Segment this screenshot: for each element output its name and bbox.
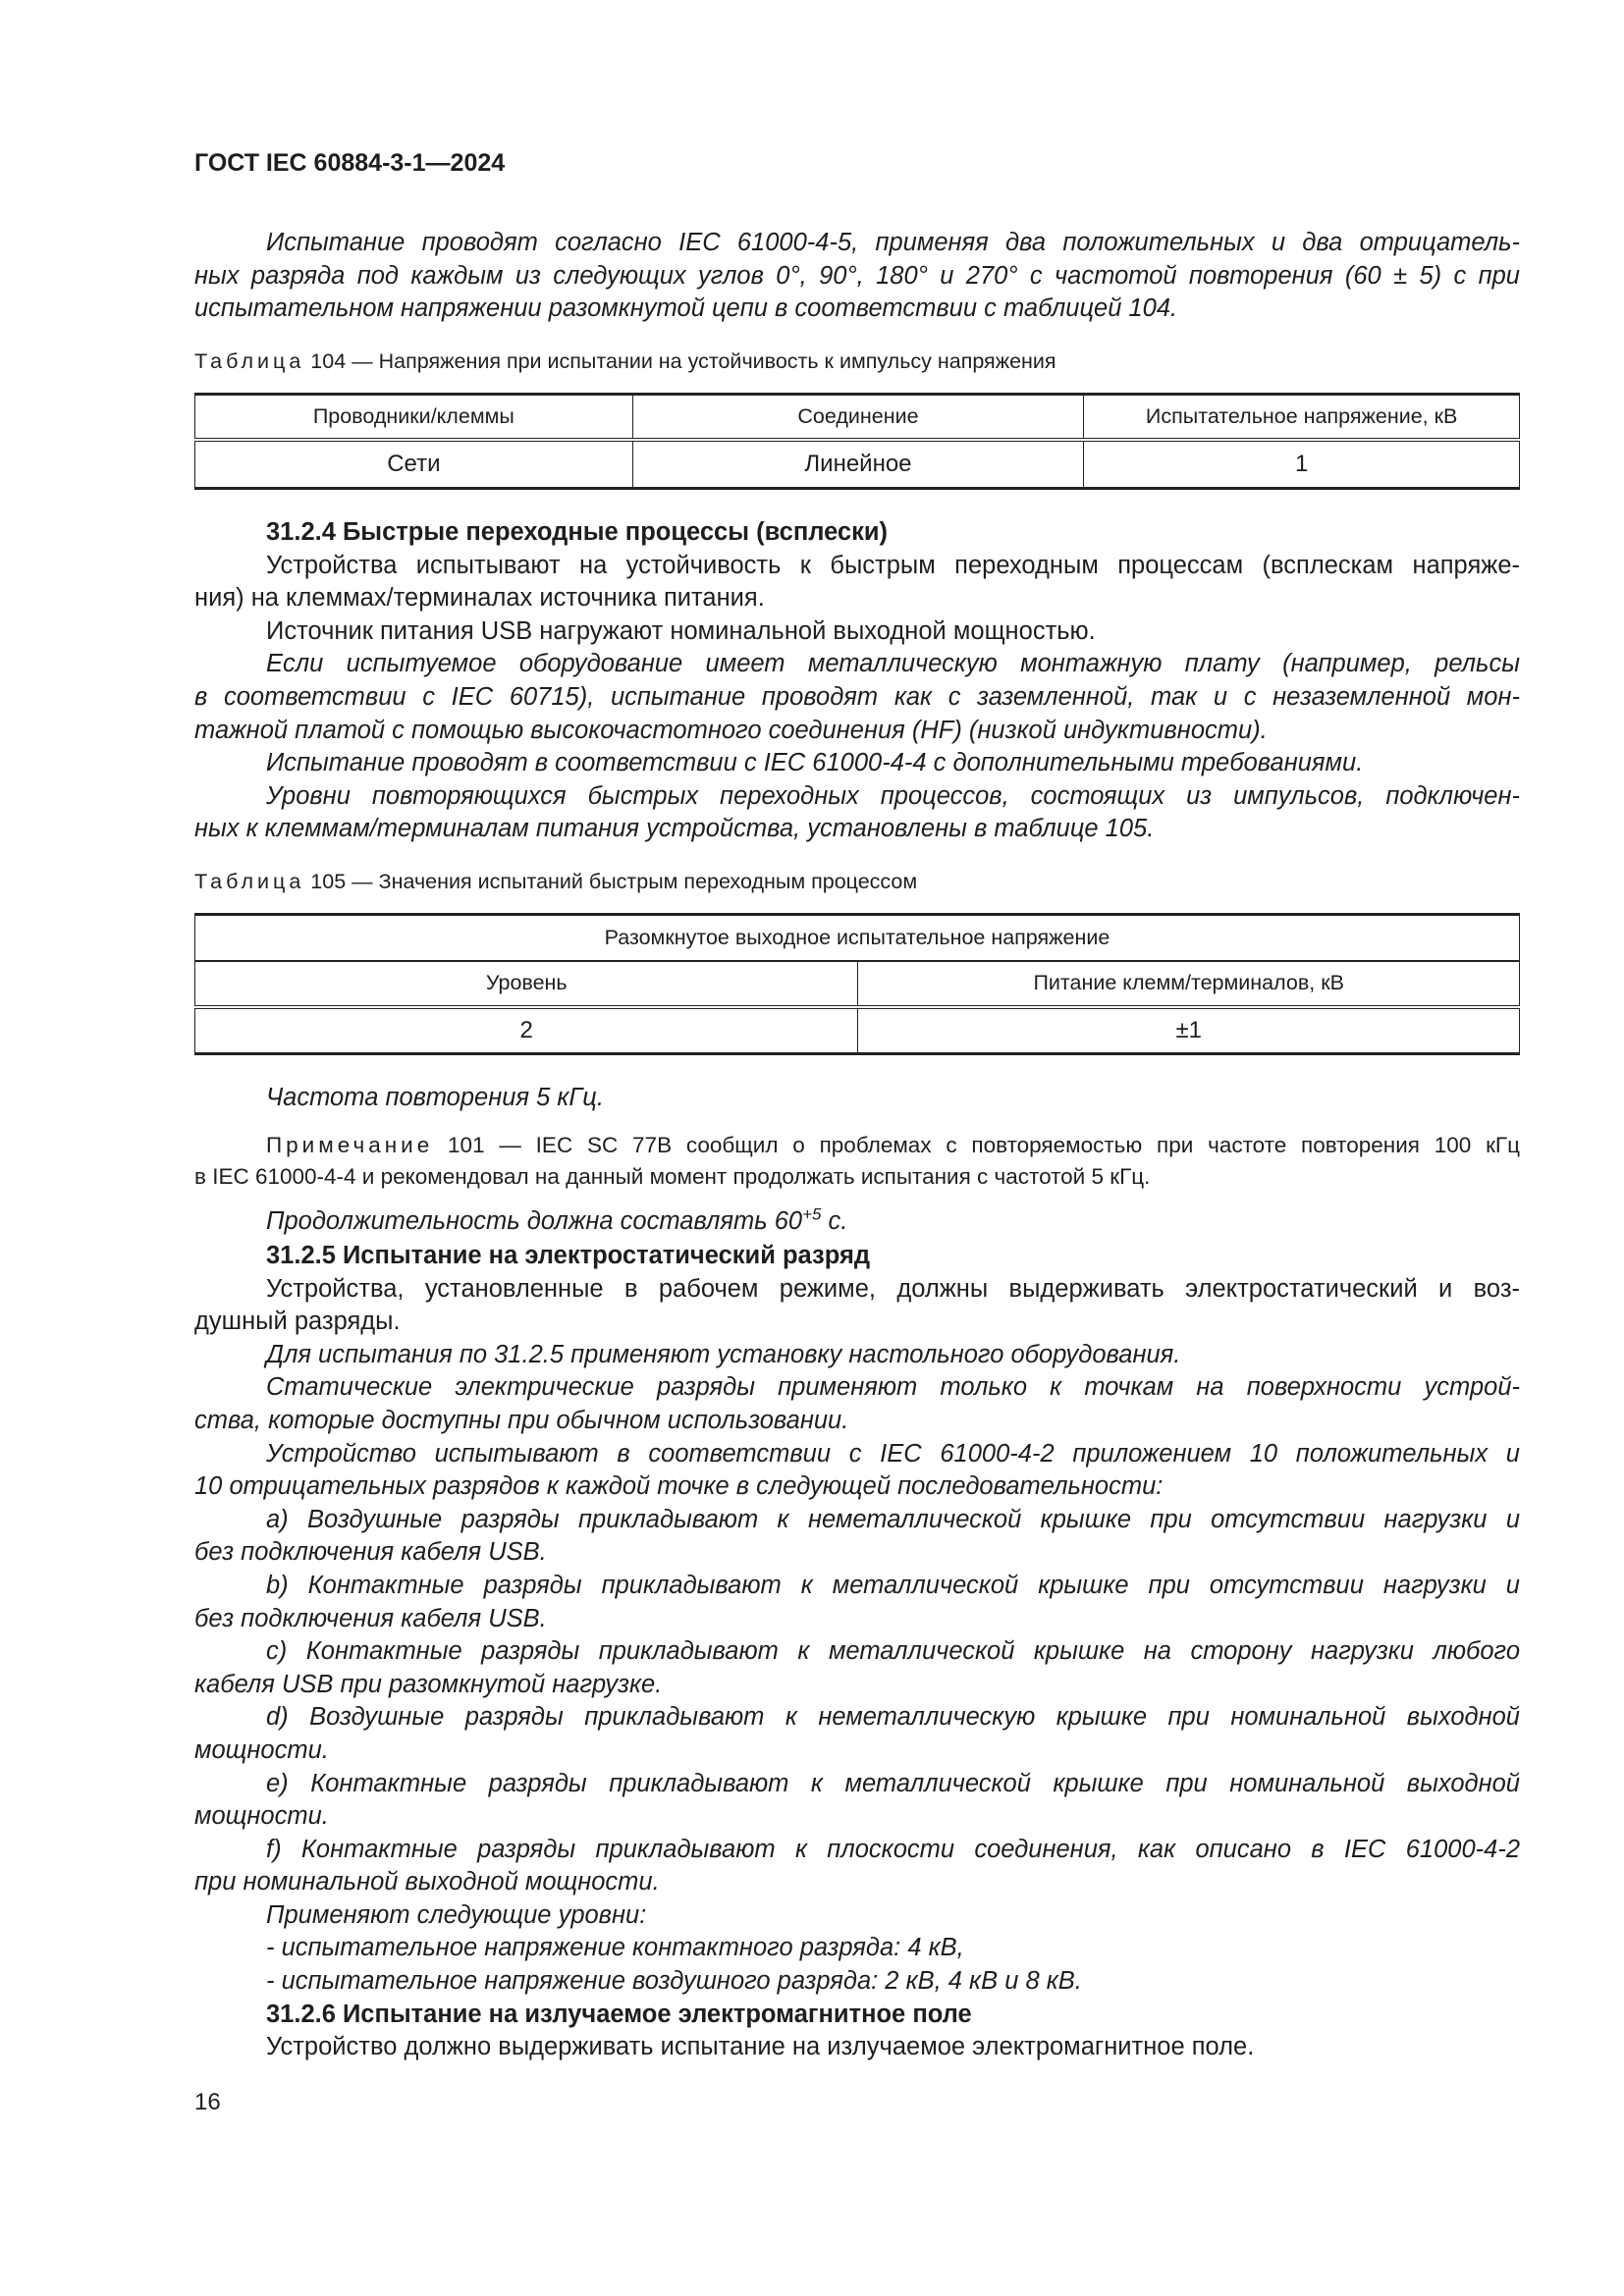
section-heading: 31.2.5 Испытание на электростатический разряд: [266, 1242, 871, 1269]
table-cell: 2: [195, 1007, 858, 1054]
paragraph: [194, 615, 1520, 649]
text-line: Если испытуемое оборудование имеет металлическую монтажную плату (например, рельсы: [266, 650, 1520, 678]
text-line: душный разряды.: [194, 1308, 401, 1336]
text-line: мощности.: [194, 1735, 329, 1764]
caption-prefix: Таблица: [194, 349, 305, 373]
caption-prefix: Таблица: [194, 870, 305, 893]
text-line: Устройства, установленные в рабочем режиме, должны выдерживать электростатический и воз-: [266, 1274, 1520, 1303]
text-line: ния) на клеммах/терминалах источника питания.: [194, 584, 765, 613]
list-item: [194, 1504, 1520, 1570]
paragraph: [194, 550, 1520, 615]
list-item: [194, 1768, 1520, 1834]
caption-text: 104 — Напряжения при испытании на устойчивость к импульсу напряжения: [310, 349, 1056, 373]
paragraph: [194, 780, 1520, 846]
paragraph: [194, 1438, 1520, 1504]
paragraph: [194, 227, 1520, 326]
paragraph: [194, 2031, 1520, 2064]
list-item: [194, 1701, 1520, 1767]
text-line: c) Контактные разряды прикладывают к металлической крышке на сторону нагрузки любого: [266, 1637, 1520, 1666]
table-header-row: [195, 961, 1520, 1007]
paragraph: [194, 648, 1520, 747]
text-line: в соответствии с IEC 60715), испытание проводят как с заземленной, так и с незаземленной мон-: [194, 682, 1520, 711]
list-item: [194, 1834, 1520, 1899]
note-101: [194, 1130, 1520, 1193]
text-line: Для испытания по 31.2.5 применяют установку настольного оборудования.: [266, 1340, 1181, 1368]
table-header-row: [195, 395, 1520, 440]
text-line: e) Контактные разряды прикладывают к металлической крышке при номинальной выходной: [266, 1769, 1520, 1797]
text-line: Устройство испытывают в соответствии с IEC 61000-4-2 приложением 10 положительных и: [266, 1439, 1520, 1468]
header-cell: Разомкнутое выходное испытательное напряжение: [195, 915, 1520, 961]
table-104-caption: [194, 349, 1520, 374]
note-text: 101 — IEC SC 77B сообщил о проблемах с повторяемостью при частоте повторения 100 кГц: [448, 1133, 1520, 1157]
paragraph: [194, 1371, 1520, 1437]
text-line: - испытательное напряжение контактного разряда: 4 кВ,: [266, 1934, 964, 1962]
header-cell: Питание клемм/терминалов, кВ: [858, 961, 1520, 1007]
text-line: без подключения кабеля USB.: [194, 1604, 547, 1632]
text-line: 10 отрицательных разрядов к каждой точке в следующей последовательности:: [194, 1472, 1164, 1501]
table-cell: ±1: [858, 1007, 1520, 1054]
header-cell: Соединение: [632, 395, 1084, 440]
paragraph: [194, 747, 1520, 780]
paragraph: [194, 1273, 1520, 1339]
list-item: [194, 1635, 1520, 1701]
section-31-2-4: [194, 516, 1520, 846]
duration-tolerance: +5: [802, 1204, 822, 1224]
table-cell: Сети: [195, 440, 633, 489]
table-105: [194, 913, 1520, 1055]
text-line: f) Контактные разряды прикладывают к плоскости соединения, как описано в IEC 61000-4-2: [266, 1835, 1520, 1863]
text-line: Испытание проводят согласно IEC 61000-4-5, применяя два положительных и два отрицатель-: [266, 229, 1520, 256]
table-header-row: [195, 915, 1520, 961]
text-line: Устройство должно выдерживать испытание на излучаемое электромагнитное поле.: [266, 2033, 1255, 2061]
text-line: Испытание проводят в соответствии с IEC 61000-4-4 с дополнительными требованиями.: [266, 749, 1364, 777]
text-line: Устройства испытывают на устойчивость к быстрым переходным процессам (всплескам напряже-: [266, 551, 1520, 579]
text-line: a) Воздушные разряды прикладывают к неметаллической крышке при отсутствии нагрузки и: [266, 1505, 1520, 1533]
paragraph: [194, 1339, 1520, 1372]
table-cell: 1: [1084, 440, 1520, 489]
text-line: b) Контактные разряды прикладывают к металлической крышке при отсутствии нагрузки и: [266, 1571, 1520, 1599]
text-line: ных к клеммам/терминалам питания устройства, установлены в таблице 105.: [194, 815, 1155, 843]
duration-text: Продолжительность должна составлять 60: [266, 1207, 803, 1235]
list-item: [194, 1965, 1520, 1999]
text-line: кабеля USB при разомкнутой нагрузке.: [194, 1670, 663, 1698]
text-line: Частота повторения 5 кГц.: [266, 1084, 604, 1111]
section-heading: 31.2.4 Быстрые переходные процессы (всплески): [266, 518, 889, 546]
text-line: [194, 1205, 1520, 1239]
text-line: испытательном напряжении разомкнутой цепи в соответствии с таблицей 104.: [194, 294, 1178, 323]
text-line: тажной платой с помощью высокочастотного соединения (HF) (низкой индуктивности).: [194, 716, 1268, 744]
table-105-caption: [194, 870, 1520, 894]
table-cell: Линейное: [632, 440, 1084, 489]
page-number: 16: [194, 2089, 221, 2115]
header-cell: Проводники/клеммы: [195, 395, 633, 440]
note-prefix: Примечание: [266, 1133, 434, 1157]
text-line: Уровни повторяющихся быстрых переходных процессов, состоящих из импульсов, подключен-: [266, 781, 1520, 810]
text-line: Применяют следующие уровни:: [266, 1900, 647, 1929]
document-code-header: ГОСТ IEC 60884-3-1—2024: [194, 149, 506, 177]
caption-text: 105 — Значения испытаний быстрым переходным процессом: [310, 870, 918, 893]
list-item: [194, 1570, 1520, 1635]
text-line: ных разряда под каждым из следующих углов 0°, 90°, 180° и 270° с частотой повторения (60 ± 5) с при: [194, 261, 1520, 290]
text-line: - испытательное напряжение воздушного разряда: 2 кВ, 4 кВ и 8 кВ.: [266, 1967, 1082, 1996]
paragraph: [194, 1082, 1520, 1115]
text-line: мощности.: [194, 1802, 329, 1831]
text-line: ства, которые доступны при обычном использовании.: [194, 1406, 849, 1434]
table-104: [194, 393, 1520, 490]
paragraph: [194, 1899, 1520, 1933]
header-cell: Испытательное напряжение, кВ: [1084, 395, 1520, 440]
list-item: [194, 1932, 1520, 1965]
text-line: d) Воздушные разряды прикладывают к неметаллическую крышке при номинальной выходной: [266, 1703, 1520, 1732]
duration-unit: с.: [821, 1207, 848, 1235]
text-line: Источник питания USB нагружают номинальной выходной мощностью.: [266, 616, 1096, 645]
header-cell: Уровень: [195, 961, 858, 1007]
text-line: при номинальной выходной мощности.: [194, 1868, 660, 1896]
paragraph: [194, 1205, 1520, 1239]
text-line: в IEC 61000-4-4 и рекомендовал на данный момент продолжать испытания с частотой 5 кГц.: [194, 1164, 1151, 1189]
table-row: [195, 440, 1520, 489]
section-heading: 31.2.6 Испытание на излучаемое электромагнитное поле: [266, 2000, 972, 2028]
text-line: без подключения кабеля USB.: [194, 1538, 547, 1567]
text-line: Статические электрические разряды применяют только к точкам на поверхности устрой-: [266, 1373, 1520, 1402]
text-line: [194, 1130, 1520, 1161]
section-31-2-5: [194, 1240, 1520, 2064]
table-row: [195, 1007, 1520, 1054]
